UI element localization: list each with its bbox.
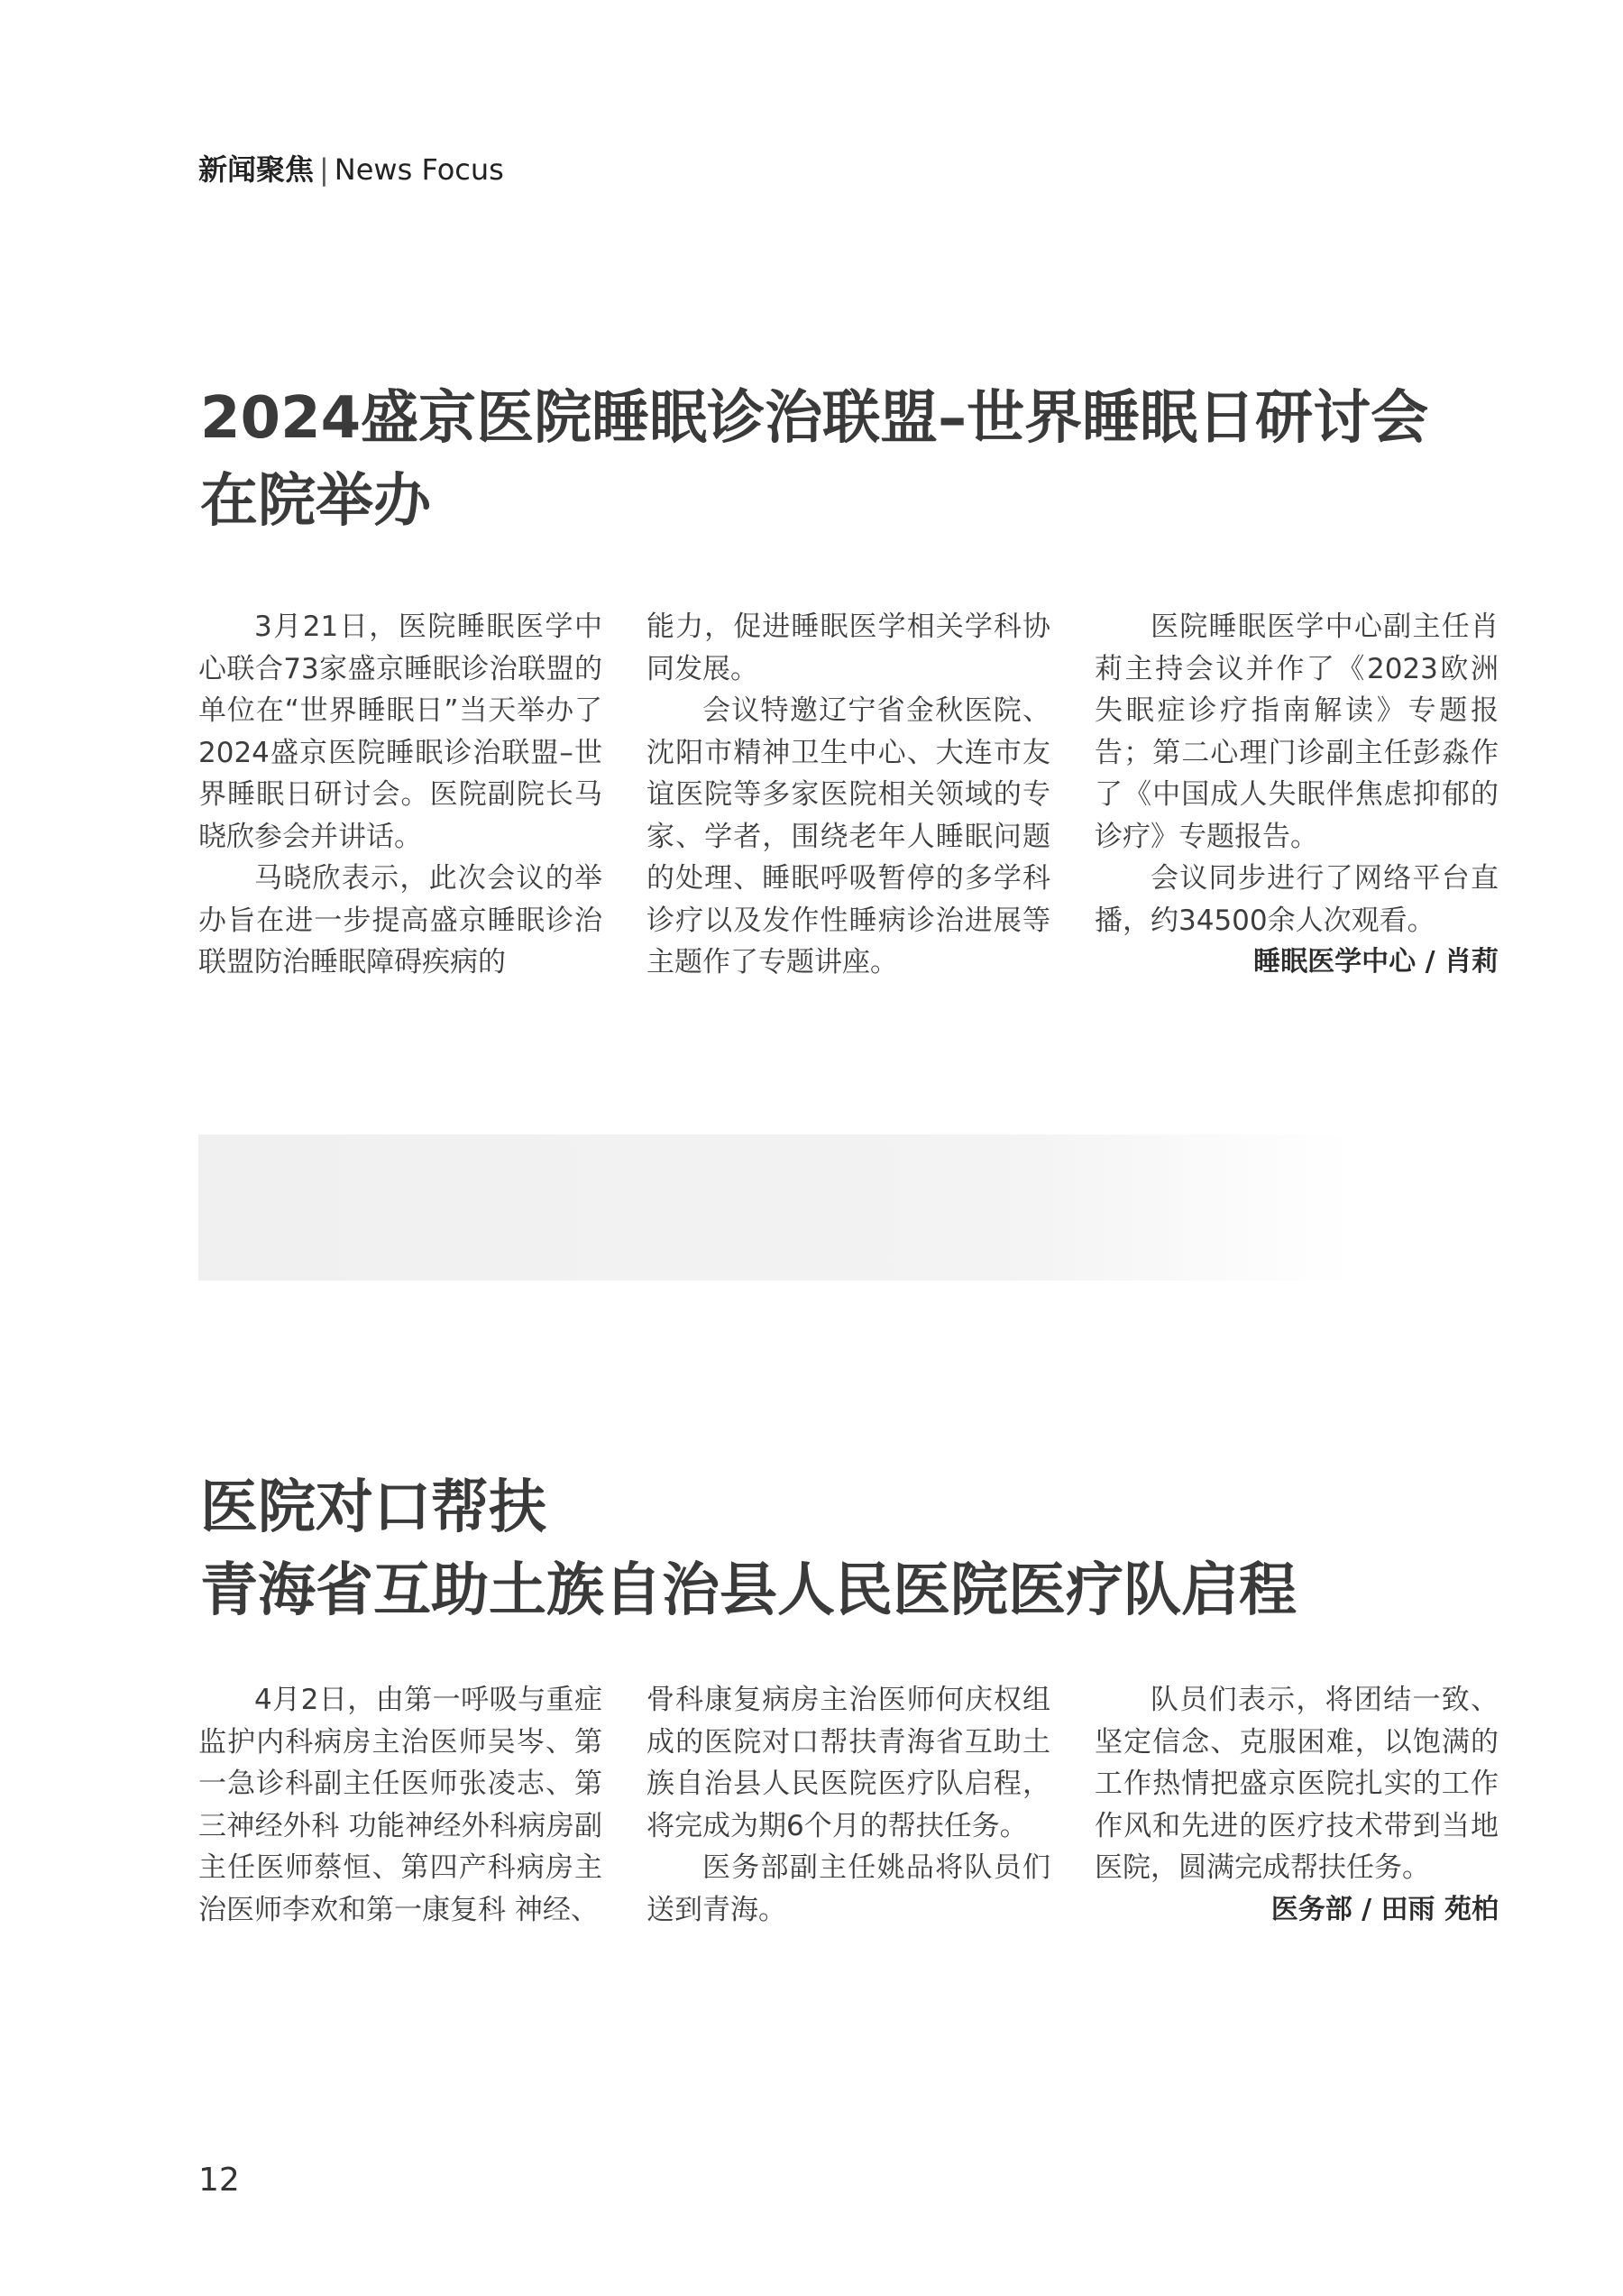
page-number: 12 bbox=[198, 2162, 240, 2199]
article2-column-1 bbox=[198, 1679, 602, 1931]
article1-title bbox=[200, 377, 1481, 543]
article2-paragraph: 医务部副主任姚品将队员们送到青海。 bbox=[646, 1851, 1050, 1926]
article2-paragraph: 4月2日，由第一呼吸与重症监护内科病房主治医师吴岑、第一急诊科副主任医师张凌志、第三神经外科 功能神经外科病房副主任医师蔡恒、第四产科病房主治医师李欢和第一康复科 神经、 bbox=[198, 1684, 602, 1926]
article2-paragraph: 骨科康复病房主治医师何庆权组成的医院对口帮扶青海省互助土族自治县人民医院医疗队启程，将完成为期6个月的帮扶任务。 bbox=[646, 1684, 1050, 1842]
section-header bbox=[198, 152, 504, 188]
section-name-en: News Focus bbox=[334, 152, 504, 187]
article1-column-2 bbox=[646, 606, 1050, 984]
article2-title bbox=[200, 1466, 1481, 1632]
article1-paragraph: 马晓欣表示，此次会议的举办旨在进一步提高盛京睡眠诊治联盟防治睡眠障碍疾病的 bbox=[198, 862, 602, 978]
separator-banner bbox=[198, 1134, 1352, 1281]
article2-column-3 bbox=[1095, 1679, 1499, 1931]
article2-column-2 bbox=[646, 1679, 1050, 1931]
article1-paragraph: 医院睡眠医学中心副主任肖莉主持会议并作了《2023欧洲失眠症诊疗指南解读》专题报告；第二心理门诊副主任彭淼作了《中国成人失眠伴焦虑抑郁的诊疗》专题报告。 bbox=[1095, 611, 1499, 853]
article1-paragraph: 3月21日，医院睡眠医学中心联合73家盛京睡眠诊治联盟的单位在“世界睡眠日”当天举办了2024盛京医院睡眠诊治联盟–世界睡眠日研讨会。医院副院长马晓欣参会并讲话。 bbox=[198, 611, 602, 853]
header-separator: | bbox=[319, 152, 329, 187]
article1-title-line2: 在院举办 bbox=[200, 468, 431, 535]
article2-body bbox=[198, 1679, 1499, 1968]
article2-title-line1: 医院对口帮扶 bbox=[200, 1474, 546, 1541]
article1-byline: 睡眠医学中心 / 肖莉 bbox=[1253, 946, 1499, 978]
article1-column-1 bbox=[198, 606, 602, 984]
article2-title-line2: 青海省互助土族自治县人民医院医疗队启程 bbox=[200, 1557, 1297, 1624]
article1-column-3 bbox=[1095, 606, 1499, 984]
article1-paragraph: 会议同步进行了网络平台直播，约34500余人次观看。 bbox=[1095, 862, 1499, 937]
article2-byline: 医务部 / 田雨 苑柏 bbox=[1270, 1893, 1499, 1925]
article2-paragraph: 队员们表示，将团结一致、坚定信念、克服困难，以饱满的工作热情把盛京医院扎实的工作作风和先进的医疗技术带到当地医院，圆满完成帮扶任务。 bbox=[1095, 1684, 1499, 1884]
article1-paragraph: 能力，促进睡眠医学相关学科协同发展。 bbox=[646, 611, 1050, 685]
article1-title-line1: 2024盛京医院睡眠诊治联盟–世界睡眠日研讨会 bbox=[200, 385, 1429, 452]
section-name-cn: 新闻聚焦 bbox=[198, 152, 315, 187]
article1-paragraph: 会议特邀辽宁省金秋医院、沈阳市精神卫生中心、大连市友谊医院等多家医院相关领域的专家、学者，围绕老年人睡眠问题的处理、睡眠呼吸暂停的多学科诊疗以及发作性睡病诊治进展等主题作了专题讲座。 bbox=[646, 694, 1050, 978]
article1-body bbox=[198, 606, 1499, 985]
